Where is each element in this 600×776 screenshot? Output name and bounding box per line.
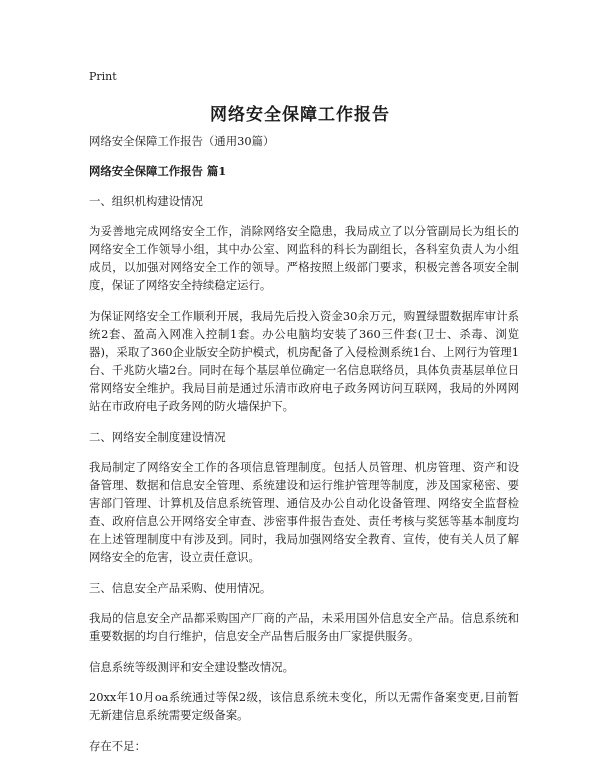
page-title: 网络安全保障工作报告	[210, 105, 390, 125]
paragraph-investment: 为保证网络安全工作顺利开展，我局先后投入资金30余万元，购置绿盟数据库审计系统2套、盈高入网准入控制1套。办公电脑均安装了360三件套(卫士、杀毒、浏览器)，采取了360企业版安全防护模式，机房配备了入侵检测系统1台、上网行为管理1台、千兆防火墙2台。同时在每个基层单位确定一名信息联络员，具体负责基层单位日常网络安全维护。我局目前是通过乐清市政府电子政务网访问互联网，我局的外网网站在市政府电子政务网的防火墙保护下。	[89, 309, 519, 413]
print-label[interactable]: Print	[89, 70, 117, 83]
heading-assessment: 信息系统等级测评和安全建设整改情况。	[89, 660, 295, 674]
heading-procurement: 三、信息安全产品采购、使用情况。	[89, 581, 272, 595]
paragraph-organization: 为妥善地完成网络安全工作，消除网络安全隐患，我局成立了以分管副局长为组长的网络安全工作领导小组，其中办公室、网监科的科长为副组长，各科室负责人为小组成员，以加强对网络安全工作的领导。严格按照上级部门要求，积极完善各项安全制度，保证了网络安全持续稳定运行。	[89, 224, 519, 292]
document-body	[89, 132, 519, 768]
paragraph-shortcomings: 存在不足：	[89, 739, 146, 753]
paragraph-assessment: 20xx年10月oa系统通过等保2级，该信息系统未变化，所以无需作备案变更,目前暂无新建信息系统需要定级备案。	[89, 690, 519, 722]
heading-policy: 二、网络安全制度建设情况	[89, 430, 226, 444]
section-title: 网络安全保障工作报告 篇1	[89, 164, 227, 178]
paragraph-procurement: 我局的信息安全产品都采购国产厂商的产品，未采用国外信息安全产品。信息系统和重要数据的均自行维护，信息安全产品售后服务由厂家提供服务。	[89, 611, 519, 643]
paragraph-policy: 我局制定了网络安全工作的各项信息管理制度。包括人员管理、机房管理、资产和设备管理、数据和信息安全管理、系统建设和运行维护管理等制度，涉及国家秘密、要害部门管理、计算机及信息系统管理、通信及办公自动化设备管理、网络安全监督检查、政府信息公开网络安全审查、涉密事件报告查处、责任考核与奖惩等基本制度均在上述管理制度中有涉及到。同时，我局加强网络安全教育、宣传，使有关人员了解网络安全的危害，设立责任意识。	[89, 460, 519, 564]
heading-organization: 一、组织机构建设情况	[89, 194, 203, 208]
document-subtitle: 网络安全保障工作报告（通用30篇）	[89, 134, 275, 148]
